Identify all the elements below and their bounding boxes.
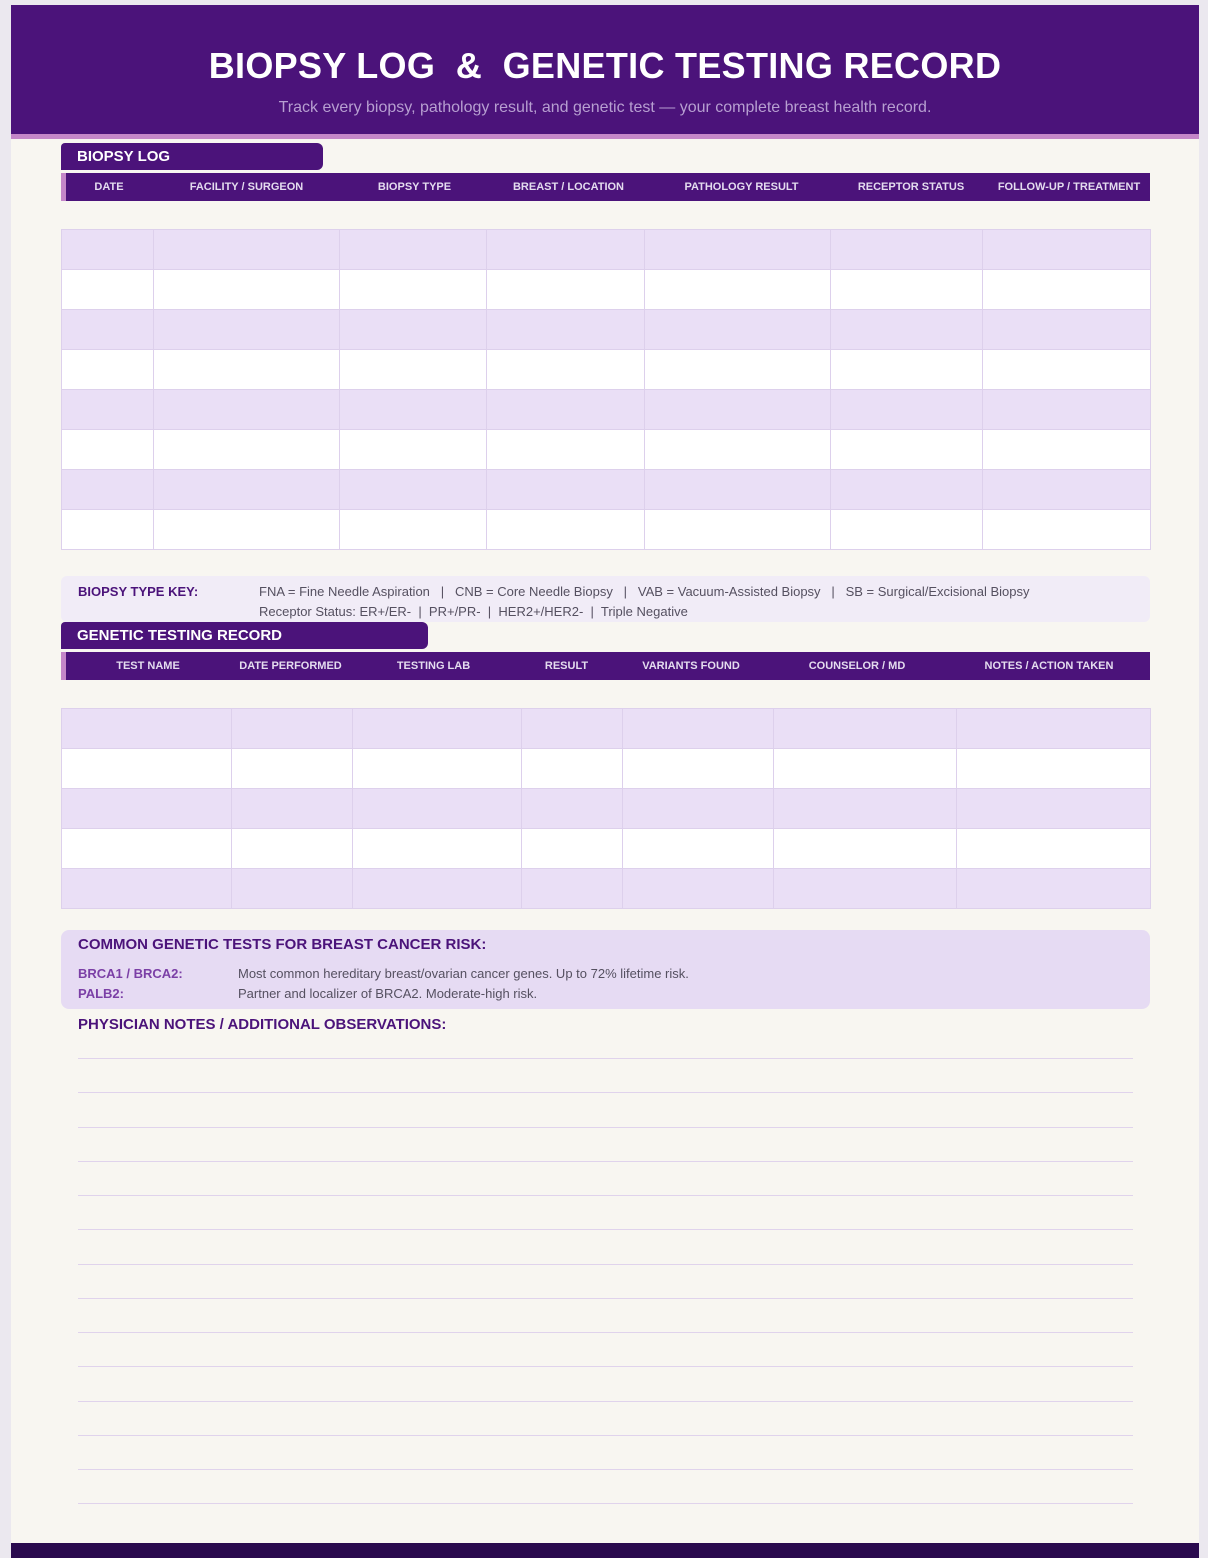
table-cell[interactable]: [232, 789, 353, 829]
biopsy-log-column-header: [61, 173, 1150, 201]
receptor-status-key-line: Receptor Status: ER+/ER- | PR+/PR- | HER2+/HER2- | Triple Negative: [259, 604, 688, 619]
gene-palb2: PALB2:: [78, 986, 124, 1001]
table-cell[interactable]: [62, 789, 232, 829]
note-line[interactable]: [78, 1229, 1133, 1230]
table-cell[interactable]: [983, 510, 1151, 550]
note-line[interactable]: [78, 1127, 1133, 1128]
table-cell[interactable]: [774, 869, 957, 909]
table-cell[interactable]: [340, 350, 487, 390]
page-subtitle: Track every biopsy, pathology result, and genetic test — your complete breast health record.: [278, 99, 932, 116]
table-cell[interactable]: [353, 789, 522, 829]
table-cell[interactable]: [62, 510, 154, 550]
table-row: [62, 829, 1151, 869]
col-receptor-status: RECEPTOR STATUS: [857, 181, 965, 193]
col-facility-surgeon: FACILITY / SURGEON: [189, 181, 304, 193]
table-cell[interactable]: [154, 230, 340, 270]
table-cell[interactable]: [645, 310, 831, 350]
footer-bar: [11, 1543, 1199, 1558]
table-cell[interactable]: [983, 390, 1151, 430]
table-cell[interactable]: [353, 749, 522, 789]
table-cell[interactable]: [623, 869, 774, 909]
table-cell[interactable]: [62, 709, 232, 749]
gene-palb2-description: Partner and localizer of BRCA2. Moderate-high risk.: [238, 986, 538, 1001]
note-line[interactable]: [78, 1435, 1133, 1436]
table-cell[interactable]: [340, 230, 487, 270]
note-line[interactable]: [78, 1092, 1133, 1093]
col-counselor-md: COUNSELOR / MD: [808, 660, 906, 672]
table-cell[interactable]: [154, 430, 340, 470]
table-row: [62, 270, 1151, 310]
table-row: [62, 869, 1151, 909]
col-breast-location: BREAST / LOCATION: [512, 181, 624, 193]
table-cell[interactable]: [487, 510, 645, 550]
table-cell[interactable]: [487, 230, 645, 270]
table-cell[interactable]: [522, 709, 623, 749]
table-cell[interactable]: [983, 310, 1151, 350]
biopsy-type-key: [61, 576, 1150, 622]
table-row: [62, 430, 1151, 470]
common-genetic-tests-box: [61, 930, 1150, 1009]
table-cell[interactable]: [62, 310, 154, 350]
table-cell[interactable]: [983, 270, 1151, 310]
biopsy-type-key-line: FNA = Fine Needle Aspiration | CNB = Core Needle Biopsy | VAB = Vacuum-Assisted Biopsy | SB = Surgical/Excisional Biopsy: [259, 584, 1030, 599]
table-cell[interactable]: [340, 470, 487, 510]
table-cell[interactable]: [62, 430, 154, 470]
table-cell[interactable]: [957, 789, 1151, 829]
table-cell[interactable]: [62, 270, 154, 310]
gene-brca-description: Most common hereditary breast/ovarian cancer genes. Up to 72% lifetime risk.: [238, 966, 689, 981]
table-cell[interactable]: [645, 230, 831, 270]
col-pathology-result: PATHOLOGY RESULT: [684, 181, 799, 193]
table-cell[interactable]: [831, 270, 983, 310]
table-cell[interactable]: [340, 390, 487, 430]
table-cell[interactable]: [645, 510, 831, 550]
table-cell[interactable]: [340, 270, 487, 310]
col-testing-lab: TESTING LAB: [396, 660, 471, 672]
col-variants-found: VARIANTS FOUND: [642, 660, 740, 672]
table-row: [62, 789, 1151, 829]
table-cell[interactable]: [645, 350, 831, 390]
table-cell[interactable]: [154, 270, 340, 310]
table-cell[interactable]: [774, 789, 957, 829]
table-row: [62, 390, 1151, 430]
table-cell[interactable]: [487, 310, 645, 350]
col-date-performed: DATE PERFORMED: [239, 660, 342, 672]
genetic-testing-tab: GENETIC TESTING RECORD: [61, 622, 428, 649]
table-cell[interactable]: [623, 749, 774, 789]
table-cell[interactable]: [487, 470, 645, 510]
table-cell[interactable]: [957, 749, 1151, 789]
table-cell[interactable]: [522, 789, 623, 829]
table-cell[interactable]: [774, 709, 957, 749]
note-line[interactable]: [78, 1058, 1133, 1059]
table-cell[interactable]: [232, 749, 353, 789]
table-cell[interactable]: [62, 470, 154, 510]
table-cell[interactable]: [154, 390, 340, 430]
table-cell[interactable]: [62, 230, 154, 270]
table-cell[interactable]: [774, 749, 957, 789]
table-cell[interactable]: [831, 390, 983, 430]
table-cell[interactable]: [831, 510, 983, 550]
table-cell[interactable]: [983, 350, 1151, 390]
table-cell[interactable]: [522, 829, 623, 869]
table-row: [62, 510, 1151, 550]
table-cell[interactable]: [957, 869, 1151, 909]
table-cell[interactable]: [957, 829, 1151, 869]
col-notes-action: NOTES / ACTION TAKEN: [984, 660, 1114, 672]
table-row: [62, 310, 1151, 350]
col-biopsy-type: BIOPSY TYPE: [377, 181, 452, 193]
note-line[interactable]: [78, 1401, 1133, 1402]
table-cell[interactable]: [831, 350, 983, 390]
table-cell[interactable]: [957, 709, 1151, 749]
table-cell[interactable]: [831, 230, 983, 270]
table-cell[interactable]: [62, 749, 232, 789]
table-cell[interactable]: [154, 470, 340, 510]
table-cell[interactable]: [62, 829, 232, 869]
note-line[interactable]: [78, 1366, 1133, 1367]
table-row: [62, 230, 1151, 270]
table-cell[interactable]: [623, 829, 774, 869]
table-cell[interactable]: [62, 869, 232, 909]
table-cell[interactable]: [62, 390, 154, 430]
table-cell[interactable]: [487, 350, 645, 390]
genetic-testing-column-header: [61, 652, 1150, 680]
table-cell[interactable]: [62, 350, 154, 390]
table-cell[interactable]: [232, 869, 353, 909]
physician-notes-title: PHYSICIAN NOTES / ADDITIONAL OBSERVATIONS:: [78, 1016, 447, 1033]
document-page: [11, 5, 1199, 1558]
table-cell[interactable]: [232, 709, 353, 749]
table-cell[interactable]: [831, 430, 983, 470]
table-cell[interactable]: [645, 390, 831, 430]
table-cell[interactable]: [232, 829, 353, 869]
page-title: BIOPSY LOG & GENETIC TESTING RECORD: [208, 45, 1002, 86]
table-cell[interactable]: [353, 869, 522, 909]
table-row: [62, 470, 1151, 510]
table-cell[interactable]: [522, 749, 623, 789]
table-cell[interactable]: [487, 390, 645, 430]
table-cell[interactable]: [774, 829, 957, 869]
col-date: DATE: [94, 181, 124, 193]
note-line[interactable]: [78, 1503, 1133, 1504]
table-cell[interactable]: [340, 310, 487, 350]
table-cell[interactable]: [983, 470, 1151, 510]
table-cell[interactable]: [983, 430, 1151, 470]
col-test-name: TEST NAME: [116, 660, 180, 672]
page-header: [11, 5, 1199, 139]
table-cell[interactable]: [154, 350, 340, 390]
table-cell[interactable]: [645, 270, 831, 310]
table-cell[interactable]: [623, 709, 774, 749]
table-cell[interactable]: [831, 470, 983, 510]
table-cell[interactable]: [645, 470, 831, 510]
col-result: RESULT: [544, 660, 589, 672]
note-line[interactable]: [78, 1332, 1133, 1333]
gene-brca: BRCA1 / BRCA2:: [78, 966, 183, 981]
biopsy-log-table: [61, 229, 1151, 550]
note-line[interactable]: [78, 1469, 1133, 1470]
table-cell[interactable]: [522, 869, 623, 909]
genetic-testing-table: [61, 708, 1151, 909]
note-line[interactable]: [78, 1264, 1133, 1265]
table-cell[interactable]: [487, 430, 645, 470]
table-cell[interactable]: [353, 829, 522, 869]
table-cell[interactable]: [983, 230, 1151, 270]
col-follow-up-treatment: FOLLOW-UP / TREATMENT: [997, 181, 1141, 193]
note-line[interactable]: [78, 1161, 1133, 1162]
table-cell[interactable]: [831, 310, 983, 350]
table-cell[interactable]: [353, 709, 522, 749]
note-line[interactable]: [78, 1298, 1133, 1299]
note-line[interactable]: [78, 1195, 1133, 1196]
common-genetic-tests-title: COMMON GENETIC TESTS FOR BREAST CANCER RISK:: [78, 936, 487, 953]
table-cell[interactable]: [154, 510, 340, 550]
table-row: [62, 709, 1151, 749]
table-cell[interactable]: [340, 510, 487, 550]
biopsy-log-tab: BIOPSY LOG: [61, 143, 323, 170]
table-cell[interactable]: [623, 789, 774, 829]
table-cell[interactable]: [340, 430, 487, 470]
biopsy-type-key-label: BIOPSY TYPE KEY:: [78, 584, 199, 599]
table-row: [62, 350, 1151, 390]
table-cell[interactable]: [645, 430, 831, 470]
table-row: [62, 749, 1151, 789]
table-cell[interactable]: [487, 270, 645, 310]
table-cell[interactable]: [154, 310, 340, 350]
